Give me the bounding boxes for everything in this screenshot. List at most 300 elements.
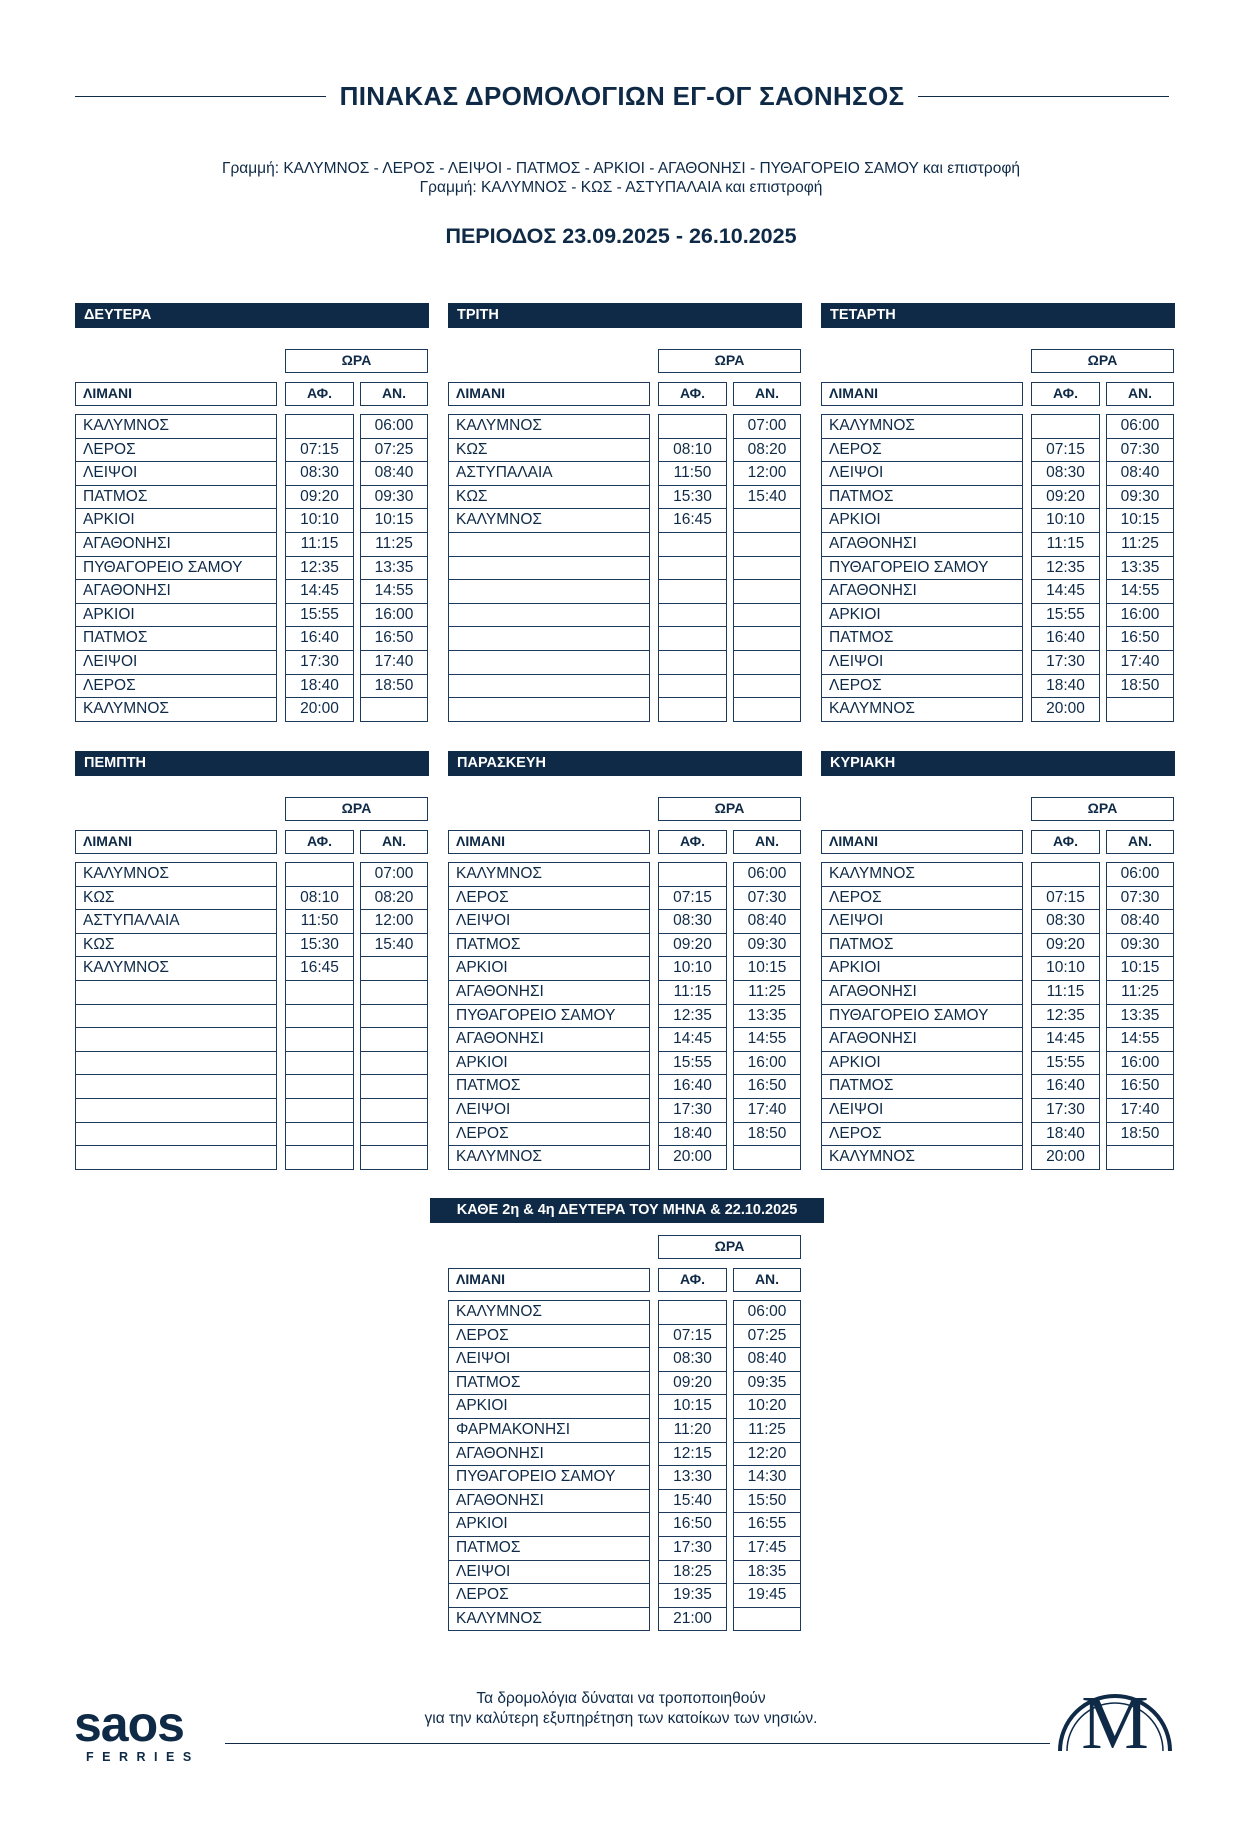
departure-cell: 16:40 (1031, 626, 1100, 651)
arrival-cell (360, 697, 428, 722)
table-row (821, 886, 1175, 910)
schedule-tuesday (448, 303, 802, 529)
time-group-header: ΩΡΑ (1031, 797, 1174, 821)
arrival-cell: 16:50 (733, 1074, 801, 1099)
departure-cell: 17:30 (658, 1098, 727, 1123)
departure-cell (285, 1145, 354, 1170)
time-group-header: ΩΡΑ (658, 797, 801, 821)
departure-cell: 18:25 (658, 1560, 727, 1585)
departure-cell: 17:30 (285, 650, 354, 675)
table-row (448, 1489, 802, 1513)
table-row (75, 862, 429, 886)
port-cell: ΠΥΘΑΓΟΡΕΙΟ ΣΑΜΟΥ (448, 1465, 650, 1490)
port-column-header: ΛΙΜΑΝΙ (448, 382, 650, 406)
departure-cell: 14:45 (658, 1027, 727, 1052)
schedule-friday (448, 751, 802, 1166)
arrival-column-header: ΑΝ. (733, 382, 801, 406)
table-row (448, 980, 802, 1004)
port-column-header: ΛΙΜΑΝΙ (448, 830, 650, 854)
table-row (448, 556, 802, 580)
port-cell (448, 532, 650, 557)
table-row (821, 1051, 1175, 1075)
departure-cell: 14:45 (1031, 579, 1100, 604)
departure-cell: 14:45 (1031, 1027, 1100, 1052)
table-row (821, 1145, 1175, 1169)
departure-column-header: ΑΦ. (285, 382, 354, 406)
table-row (821, 1098, 1175, 1122)
port-cell: ΚΑΛΥΜΝΟΣ (448, 1607, 650, 1632)
port-cell: ΑΡΚΙΟΙ (448, 1394, 650, 1419)
departure-cell: 15:55 (658, 1051, 727, 1076)
port-cell (75, 1004, 277, 1029)
period-title: ΠΕΡΙΟΔΟΣ 23.09.2025 - 26.10.2025 (445, 224, 797, 248)
arrival-cell: 14:55 (733, 1027, 801, 1052)
departure-cell: 18:40 (658, 1122, 727, 1147)
table-row (448, 909, 802, 933)
departure-column-header: ΑΦ. (1031, 830, 1100, 854)
departure-cell: 12:35 (658, 1004, 727, 1029)
arrival-cell: 19:45 (733, 1583, 801, 1608)
table-row (821, 862, 1175, 886)
table-row (448, 461, 802, 485)
arrival-cell: 07:25 (360, 438, 428, 463)
departure-cell (285, 1122, 354, 1147)
table-row (448, 1347, 802, 1371)
arrival-cell (1106, 1145, 1174, 1170)
table-row (448, 438, 802, 462)
port-cell: ΠΑΤΜΟΣ (448, 933, 650, 958)
table-row (821, 1122, 1175, 1146)
arrival-cell: 13:35 (1106, 556, 1174, 581)
arrival-cell: 09:35 (733, 1371, 801, 1396)
port-cell: ΚΑΛΥΜΝΟΣ (75, 697, 277, 722)
port-cell: ΑΡΚΙΟΙ (448, 1051, 650, 1076)
port-cell: ΠΥΘΑΓΟΡΕΙΟ ΣΑΜΟΥ (821, 1004, 1023, 1029)
port-cell: ΛΕΙΨΟΙ (821, 909, 1023, 934)
port-cell: ΛΕΡΟΣ (75, 674, 277, 699)
arrival-cell (733, 1145, 801, 1170)
arrival-cell: 10:15 (733, 956, 801, 981)
arrival-cell: 10:15 (1106, 956, 1174, 981)
arrival-cell: 11:25 (733, 980, 801, 1005)
port-cell (448, 697, 650, 722)
arrival-column-header: ΑΝ. (733, 1268, 801, 1292)
port-cell: ΠΑΤΜΟΣ (448, 1074, 650, 1099)
table-row (448, 1300, 802, 1324)
departure-cell (285, 1027, 354, 1052)
arrival-cell: 18:35 (733, 1560, 801, 1585)
port-cell (448, 650, 650, 675)
table-row (448, 1512, 802, 1536)
table-row (448, 1560, 802, 1584)
day-header: ΔΕΥΤΕΡΑ (75, 303, 429, 328)
port-cell: ΚΑΛΥΜΝΟΣ (448, 862, 650, 887)
port-cell: ΚΩΣ (75, 933, 277, 958)
port-cell: ΑΡΚΙΟΙ (75, 603, 277, 628)
schedule-rows (448, 862, 802, 1169)
arrival-cell (733, 603, 801, 628)
arrival-cell: 08:20 (360, 886, 428, 911)
port-cell (448, 556, 650, 581)
departure-cell: 07:15 (285, 438, 354, 463)
departure-cell: 21:00 (658, 1607, 727, 1632)
table-row (75, 886, 429, 910)
port-cell: ΚΑΛΥΜΝΟΣ (821, 862, 1023, 887)
arrival-cell: 06:00 (1106, 862, 1174, 887)
arrival-column-header: ΑΝ. (1106, 382, 1174, 406)
port-cell: ΑΡΚΙΟΙ (448, 956, 650, 981)
table-row (448, 1004, 802, 1028)
port-cell (75, 1098, 277, 1123)
table-row (75, 1098, 429, 1122)
time-group-header: ΩΡΑ (1031, 349, 1174, 373)
arrival-cell: 16:00 (733, 1051, 801, 1076)
arrival-cell (733, 579, 801, 604)
port-cell: ΚΑΛΥΜΝΟΣ (821, 1145, 1023, 1170)
table-row (821, 532, 1175, 556)
departure-cell: 11:15 (1031, 980, 1100, 1005)
arrival-cell: 09:30 (1106, 933, 1174, 958)
departure-cell: 09:20 (1031, 933, 1100, 958)
departure-cell: 20:00 (1031, 1145, 1100, 1170)
table-row (448, 1418, 802, 1442)
departure-cell (285, 1004, 354, 1029)
table-row (821, 956, 1175, 980)
departure-cell (658, 626, 727, 651)
footer-note-2: για την καλύτερη εξυπηρέτηση των κατοίκων των νησιών. (424, 1710, 818, 1727)
table-row (821, 909, 1175, 933)
departure-cell: 19:35 (658, 1583, 727, 1608)
port-cell: ΚΑΛΥΜΝΟΣ (448, 508, 650, 533)
departure-cell: 17:30 (1031, 650, 1100, 675)
arrival-cell: 08:40 (1106, 909, 1174, 934)
port-cell: ΠΑΤΜΟΣ (75, 626, 277, 651)
departure-cell: 12:35 (1031, 556, 1100, 581)
schedule-thursday (75, 751, 429, 977)
port-cell (75, 980, 277, 1005)
arrival-cell (733, 508, 801, 533)
arrival-column-header: ΑΝ. (733, 830, 801, 854)
arrival-cell: 07:30 (733, 886, 801, 911)
departure-cell: 08:30 (285, 461, 354, 486)
port-cell: ΑΓΑΘΟΝΗΣΙ (75, 532, 277, 557)
table-row (75, 438, 429, 462)
departure-cell (658, 603, 727, 628)
arrival-cell: 18:50 (1106, 674, 1174, 699)
table-row (75, 1027, 429, 1051)
table-row (75, 933, 429, 957)
departure-cell: 08:10 (285, 886, 354, 911)
table-row (75, 674, 429, 698)
departure-cell: 10:10 (1031, 956, 1100, 981)
time-group-header: ΩΡΑ (285, 349, 428, 373)
departure-cell: 08:30 (1031, 909, 1100, 934)
table-row (448, 1098, 802, 1122)
schedule-rows (821, 414, 1175, 721)
departure-cell: 15:40 (658, 1489, 727, 1514)
table-row (448, 933, 802, 957)
departure-column-header: ΑΦ. (658, 1268, 727, 1292)
departure-cell: 07:15 (1031, 438, 1100, 463)
arrival-column-header: ΑΝ. (360, 830, 428, 854)
port-cell: ΛΕΙΨΟΙ (448, 1560, 650, 1585)
arrival-cell: 12:00 (733, 461, 801, 486)
page-title: ΠΙΝΑΚΑΣ ΔΡΟΜΟΛΟΓΙΩΝ ΕΓ-ΟΓ ΣΑΟΝΗΣΟΣ (339, 80, 905, 111)
table-row (448, 1371, 802, 1395)
departure-cell (658, 1300, 727, 1325)
table-row (75, 556, 429, 580)
departure-cell: 10:10 (285, 508, 354, 533)
port-cell: ΑΡΚΙΟΙ (821, 956, 1023, 981)
port-cell: ΑΓΑΘΟΝΗΣΙ (448, 1489, 650, 1514)
departure-cell (658, 556, 727, 581)
departure-cell: 10:10 (1031, 508, 1100, 533)
departure-cell: 08:10 (658, 438, 727, 463)
arrival-cell: 16:55 (733, 1512, 801, 1537)
port-cell: ΛΕΡΟΣ (75, 438, 277, 463)
arrival-cell: 17:45 (733, 1536, 801, 1561)
arrival-cell: 16:50 (1106, 626, 1174, 651)
departure-cell (285, 1098, 354, 1123)
arrival-cell: 08:40 (1106, 461, 1174, 486)
departure-column-header: ΑΦ. (658, 830, 727, 854)
departure-cell: 10:15 (658, 1394, 727, 1419)
arrival-cell (360, 956, 428, 981)
departure-cell: 08:30 (658, 1347, 727, 1372)
arrival-cell: 14:30 (733, 1465, 801, 1490)
arrival-cell: 06:00 (733, 1300, 801, 1325)
departure-cell: 09:20 (658, 933, 727, 958)
port-cell (75, 1074, 277, 1099)
port-cell: ΛΕΙΨΟΙ (448, 1098, 650, 1123)
schedule-rows (75, 862, 429, 1169)
arrival-cell: 17:40 (1106, 650, 1174, 675)
day-header: ΠΑΡΑΣΚΕΥΗ (448, 751, 802, 776)
departure-cell (1031, 862, 1100, 887)
arrival-cell: 08:40 (733, 909, 801, 934)
arrival-cell (733, 1607, 801, 1632)
special-schedule-header: ΚΑΘΕ 2η & 4η ΔΕΥΤΕΡΑ ΤΟΥ ΜΗΝΑ & 22.10.2025 (430, 1198, 824, 1223)
schedule-rows (75, 414, 429, 721)
departure-cell: 12:15 (658, 1442, 727, 1467)
arrival-cell: 15:40 (360, 933, 428, 958)
arrival-cell: 06:00 (360, 414, 428, 439)
port-cell: ΑΓΑΘΟΝΗΣΙ (821, 1027, 1023, 1052)
arrival-cell: 07:30 (1106, 886, 1174, 911)
port-cell: ΑΓΑΘΟΝΗΣΙ (448, 1442, 650, 1467)
saos-ferries-logo (74, 1698, 224, 1764)
table-row (821, 933, 1175, 957)
table-row (821, 556, 1175, 580)
table-row (821, 461, 1175, 485)
port-cell: ΑΣΤΥΠΑΛΑΙΑ (448, 461, 650, 486)
table-row (821, 414, 1175, 438)
logo-subtitle: FERRIES (86, 1750, 200, 1764)
departure-cell: 11:15 (1031, 532, 1100, 557)
port-cell: ΑΓΑΘΟΝΗΣΙ (821, 980, 1023, 1005)
table-row (448, 1074, 802, 1098)
port-cell: ΠΑΤΜΟΣ (75, 485, 277, 510)
departure-cell: 09:20 (658, 1371, 727, 1396)
port-cell: ΛΕΡΟΣ (821, 438, 1023, 463)
port-cell: ΠΥΘΑΓΟΡΕΙΟ ΣΑΜΟΥ (448, 1004, 650, 1029)
table-row (821, 485, 1175, 509)
arrival-cell: 07:25 (733, 1324, 801, 1349)
departure-cell (285, 980, 354, 1005)
arrival-cell (733, 650, 801, 675)
departure-cell: 12:35 (1031, 1004, 1100, 1029)
table-row (75, 956, 429, 980)
port-cell: ΠΑΤΜΟΣ (821, 933, 1023, 958)
table-row (448, 1324, 802, 1348)
arrival-cell (360, 1004, 428, 1029)
departure-cell: 16:40 (1031, 1074, 1100, 1099)
title-rule-right (918, 96, 1169, 97)
port-cell: ΚΩΣ (448, 438, 650, 463)
departure-cell (658, 579, 727, 604)
table-row (448, 532, 802, 556)
arrival-cell: 11:25 (733, 1418, 801, 1443)
port-cell: ΛΕΡΟΣ (448, 886, 650, 911)
arrival-cell: 11:25 (360, 532, 428, 557)
title-rule-left (75, 96, 326, 97)
port-cell: ΚΑΛΥΜΝΟΣ (448, 1300, 650, 1325)
port-cell: ΛΕΙΨΟΙ (448, 909, 650, 934)
schedule-rows (448, 1300, 802, 1630)
table-row (75, 909, 429, 933)
port-cell (448, 626, 650, 651)
table-row (75, 1004, 429, 1028)
arrival-cell (733, 674, 801, 699)
arrival-cell: 08:20 (733, 438, 801, 463)
port-cell: ΑΓΑΘΟΝΗΣΙ (821, 579, 1023, 604)
table-row (75, 1145, 429, 1169)
departure-cell: 11:15 (658, 980, 727, 1005)
arrival-cell: 07:00 (733, 414, 801, 439)
departure-cell: 20:00 (285, 697, 354, 722)
port-cell: ΛΕΙΨΟΙ (75, 461, 277, 486)
departure-cell: 10:10 (658, 956, 727, 981)
departure-cell: 11:50 (658, 461, 727, 486)
table-row (448, 1122, 802, 1146)
port-cell: ΛΕΡΟΣ (448, 1583, 650, 1608)
arrival-cell: 09:30 (733, 933, 801, 958)
arrival-cell (360, 1051, 428, 1076)
departure-cell (658, 414, 727, 439)
port-cell: ΛΕΡΟΣ (821, 1122, 1023, 1147)
departure-cell: 16:45 (658, 508, 727, 533)
table-row (448, 1394, 802, 1418)
arrival-cell: 12:20 (733, 1442, 801, 1467)
arrival-cell: 14:55 (360, 579, 428, 604)
table-row (821, 697, 1175, 721)
port-cell: ΛΕΡΟΣ (821, 886, 1023, 911)
table-row (75, 532, 429, 556)
arrival-cell: 06:00 (1106, 414, 1174, 439)
port-cell (448, 674, 650, 699)
departure-cell: 09:20 (1031, 485, 1100, 510)
port-cell (448, 603, 650, 628)
departure-column-header: ΑΦ. (285, 830, 354, 854)
arrival-cell: 08:40 (360, 461, 428, 486)
table-row (75, 579, 429, 603)
departure-cell: 18:40 (285, 674, 354, 699)
port-cell: ΚΑΛΥΜΝΟΣ (448, 1145, 650, 1170)
port-column-header: ΛΙΜΑΝΙ (448, 1268, 650, 1292)
arrival-column-header: ΑΝ. (1106, 830, 1174, 854)
departure-cell: 13:30 (658, 1465, 727, 1490)
port-cell: ΛΕΙΨΟΙ (821, 1098, 1023, 1123)
departure-cell: 16:40 (658, 1074, 727, 1099)
arrival-cell: 18:50 (1106, 1122, 1174, 1147)
logo-wordmark: saos (74, 1696, 184, 1752)
port-cell: ΛΕΙΨΟΙ (821, 461, 1023, 486)
table-row (448, 1536, 802, 1560)
port-column-header: ΛΙΜΑΝΙ (821, 382, 1023, 406)
table-row (448, 485, 802, 509)
arrival-cell: 13:35 (733, 1004, 801, 1029)
time-group-header: ΩΡΑ (658, 1235, 801, 1259)
departure-cell: 16:40 (285, 626, 354, 651)
day-header: ΤΕΤΑΡΤΗ (821, 303, 1175, 328)
departure-cell: 11:15 (285, 532, 354, 557)
departure-cell (658, 532, 727, 557)
departure-cell (285, 414, 354, 439)
departure-cell (285, 1074, 354, 1099)
schedule-rows (821, 862, 1175, 1169)
port-cell: ΦΑΡΜΑΚΟΝΗΣΙ (448, 1418, 650, 1443)
port-cell: ΑΓΑΘΟΝΗΣΙ (75, 579, 277, 604)
schedule-sunday (821, 751, 1175, 1166)
departure-cell: 15:30 (658, 485, 727, 510)
arrival-cell (360, 1074, 428, 1099)
departure-cell: 07:15 (658, 1324, 727, 1349)
arrival-cell: 14:55 (1106, 579, 1174, 604)
arrival-cell: 12:00 (360, 909, 428, 934)
departure-cell: 09:20 (285, 485, 354, 510)
table-row (448, 508, 802, 532)
port-cell (75, 1122, 277, 1147)
emblem-letter: M (1081, 1681, 1149, 1755)
departure-cell: 16:50 (658, 1512, 727, 1537)
arrival-cell (733, 626, 801, 651)
port-cell: ΚΑΛΥΜΝΟΣ (821, 697, 1023, 722)
table-row (448, 1607, 802, 1631)
arrival-cell (360, 1098, 428, 1123)
port-cell: ΑΓΑΘΟΝΗΣΙ (448, 980, 650, 1005)
table-row (448, 1442, 802, 1466)
arrival-cell: 13:35 (360, 556, 428, 581)
departure-cell: 17:30 (658, 1536, 727, 1561)
departure-cell (285, 1051, 354, 1076)
day-header: ΚΥΡΙΑΚΗ (821, 751, 1175, 776)
port-cell: ΑΣΤΥΠΑΛΑΙΑ (75, 909, 277, 934)
arrival-cell (1106, 697, 1174, 722)
arrival-cell (733, 697, 801, 722)
table-row (448, 697, 802, 721)
table-row (448, 1027, 802, 1051)
table-row (448, 674, 802, 698)
departure-cell: 12:35 (285, 556, 354, 581)
departure-cell: 16:45 (285, 956, 354, 981)
arrival-cell: 17:40 (360, 650, 428, 675)
departure-cell: 15:55 (1031, 603, 1100, 628)
departure-cell (285, 862, 354, 887)
port-cell: ΛΕΙΨΟΙ (821, 650, 1023, 675)
port-cell: ΑΓΑΘΟΝΗΣΙ (821, 532, 1023, 557)
arrival-cell (360, 1027, 428, 1052)
departure-cell: 11:20 (658, 1418, 727, 1443)
